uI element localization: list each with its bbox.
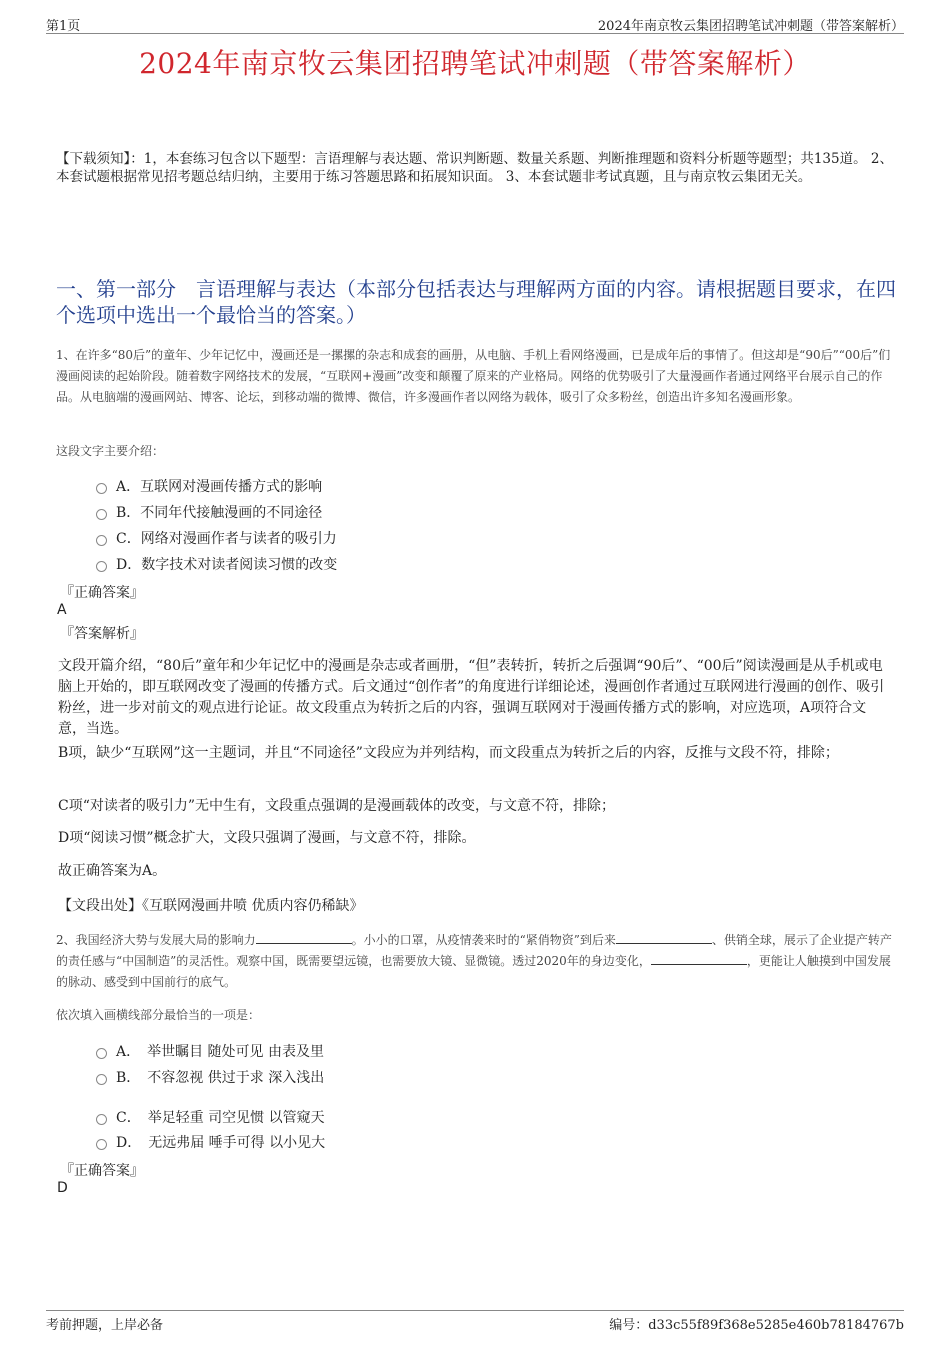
radio-icon[interactable] [96,483,107,494]
header-doc-title: 2024年南京牧云集团招聘笔试冲刺题（带答案解析） [597,19,904,34]
document-id: 编号：d33c55f89f368e5285e460b78184767b [609,1318,904,1333]
q1-source: 【文段出处】《互联网漫画井喷 优质内容仍稀缺》 [58,898,364,914]
option-label: C．网络对漫画作者与读者的吸引力 [116,531,337,547]
q2-option-b[interactable] [96,1066,324,1088]
q2-text-part: 。小小的口罩，从疫情袭来时的“紧俏物资”到后来 [351,933,616,947]
question-1-text: 1、在许多“80后”的童年、少年记忆中，漫画还是一摞摞的杂志和成套的画册，从电脑、手机上看网络漫画，已是成年后的事情了。但这却是“90后”“00后”们漫画阅读的起始阶段。随着数字网络技术的发展，“互联网+漫画”改变和颠覆了原来的产业格局。网络的优势吸引了大量漫画作者通过网络平台展示自己的作品。从电脑端的漫画网站、博客、论坛，到移动端的微博、微信，许多漫画作者以网络为载体，吸引了众多粉丝，创造出许多知名漫画形象。 [56,348,891,404]
q2-text-part: ，更能让人触摸到中国发展的脉动、感受到中国前行的底气。 [56,954,891,989]
option-label: D． 无远弗届 唾手可得 以小见大 [116,1135,326,1151]
option-label: B．不同年代接触漫画的不同途径 [116,505,323,521]
section-title: 一、第一部分 言语理解与表达（本部分包括表达与理解两方面的内容。请根据题目要求，在四个选项中选出一个最恰当的答案。） [56,277,896,327]
radio-icon[interactable] [96,561,107,572]
q1-answer-label: 『正确答案』 [60,585,144,601]
question-2-text [56,930,896,993]
q1-analysis-para-1: 文段开篇介绍，“80后”童年和少年记忆中的漫画是杂志或者画册，“但”表转折，转折之后强调“90后”、“00后”阅读漫画是从手机或电脑上开始的，即互联网改变了漫画的传播方式。后文通过“创作者”的角度进行详细论述，漫画创作者通过互联网进行漫画的创作、吸引粉丝，进一步对前文的观点进行论证。故文段重点为转折之后的内容，强调互联网对于漫画传播方式的影响，对应选项，A项符合文意，当选。 [58,658,885,737]
footer-divider [46,1310,904,1311]
radio-icon[interactable] [96,1139,107,1150]
radio-icon[interactable] [96,1074,107,1085]
q1-option-b[interactable] [96,501,322,523]
radio-icon[interactable] [96,535,107,546]
question-1-prompt: 这段文字主要介绍： [56,444,165,458]
option-label: B． 不容忽视 供过于求 深入浅出 [116,1070,325,1086]
radio-icon[interactable] [96,1114,107,1125]
q1-answer: A [57,602,67,618]
option-label: A． 举世瞩目 随处可见 由表及里 [116,1044,325,1060]
q1-option-d[interactable] [96,553,337,575]
q2-answer-label: 『正确答案』 [60,1163,144,1179]
document-title: 2024年南京牧云集团招聘笔试冲刺题（带答案解析） [139,47,811,80]
radio-icon[interactable] [96,1048,107,1059]
q1-analysis-para-2: B项，缺少“互联网”这一主题词，并且“不同途径”文段应为并列结构，而文段重点为转折之后的内容，反推与文段不符，排除； [58,745,839,761]
q2-answer: D [57,1180,68,1196]
q1-analysis-para-5: 故正确答案为A。 [58,863,167,879]
q2-text-part: 、供销全球，展示了企业提产转产的责任感与“中国制造”的灵活性。观察中国，既需要望远镜，也需要放大镜、显微镜。透过2020年的身边变化， [56,933,892,968]
q1-option-a[interactable] [96,475,322,497]
footer-slogan: 考前押题，上岸必备 [46,1318,164,1333]
q1-analysis-label: 『答案解析』 [60,626,144,642]
q1-option-c[interactable] [96,527,337,549]
fill-blank-3[interactable] [651,952,747,965]
q2-text-part: 2、我国经济大势与发展大局的影响力 [56,933,256,947]
page-number: 第1页 [46,19,81,34]
q2-option-d[interactable] [96,1131,325,1153]
question-2-prompt: 依次填入画横线部分最恰当的一项是： [56,1008,261,1022]
option-label: A．互联网对漫画传播方式的影响 [116,479,323,495]
q1-analysis-para-3: C项“对读者的吸引力”无中生有，文段重点强调的是漫画载体的改变，与文意不符，排除； [58,798,616,814]
download-notice: 【下载须知】：1，本套练习包含以下题型：言语理解与表达题、常识判断题、数量关系题、判断推理题和资料分析题等题型；共135道。 2、本套试题根据常见招考题总结归纳，主要用于练习答题思路和拓展知识面。 3、本套试题非考试真题，且与南京牧云集团无关。 [56,151,893,185]
q1-analysis-para-4: D项“阅读习惯”概念扩大，文段只强调了漫画，与文意不符，排除。 [58,830,476,846]
option-label: D．数字技术对读者阅读习惯的改变 [116,557,338,573]
q2-option-a[interactable] [96,1040,324,1062]
radio-icon[interactable] [96,509,107,520]
q2-option-c[interactable] [96,1106,325,1128]
option-label: C． 举足轻重 司空见惯 以管窥天 [116,1110,325,1126]
fill-blank-2[interactable] [616,931,712,944]
fill-blank-1[interactable] [256,931,352,944]
header-divider [46,33,904,34]
